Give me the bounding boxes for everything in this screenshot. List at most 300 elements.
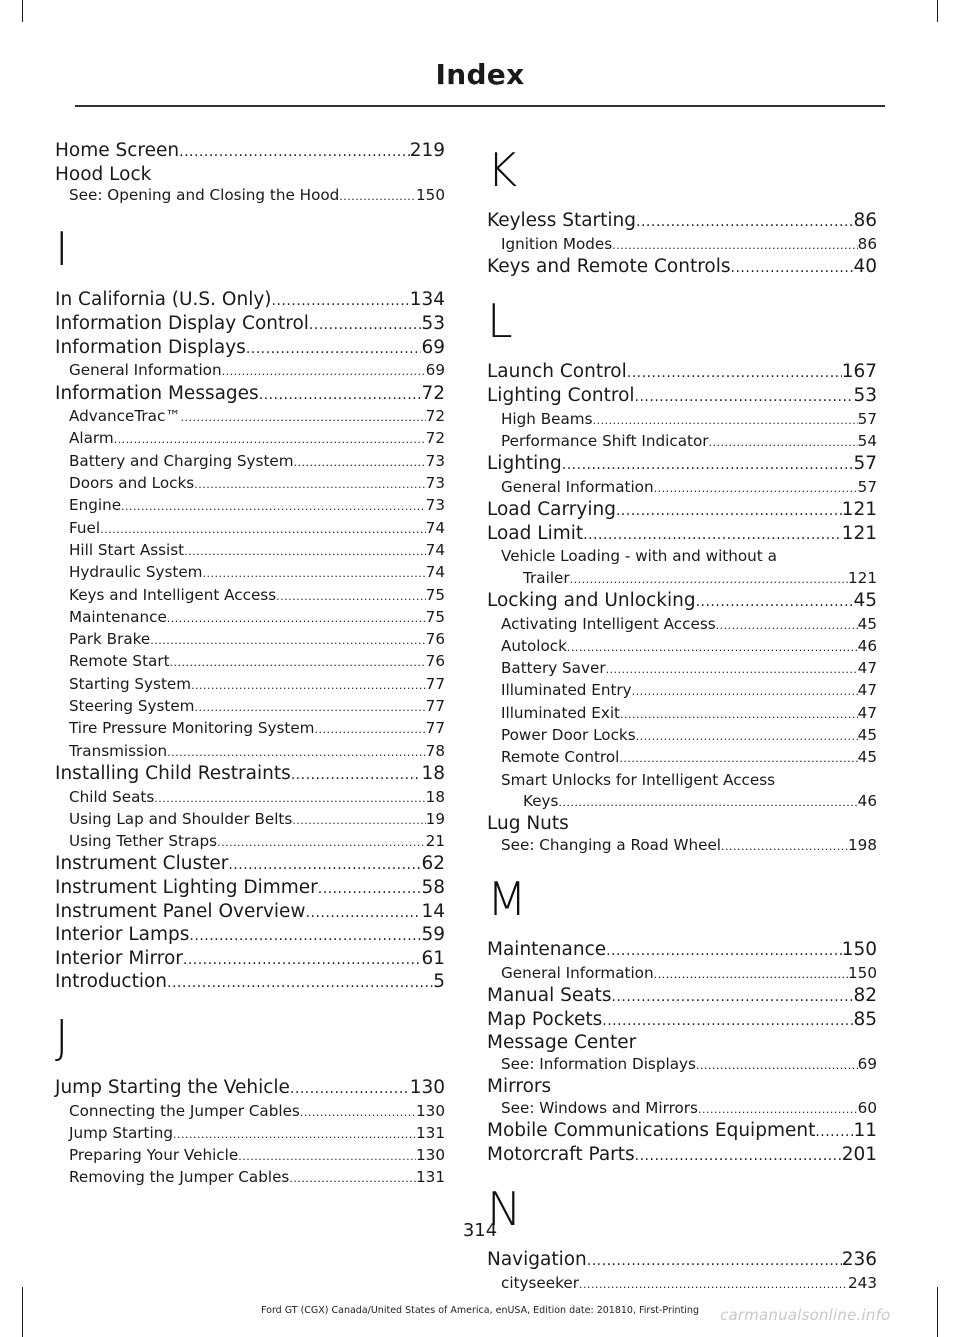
page-ref: 72 bbox=[421, 382, 445, 404]
page-ref: 130 bbox=[416, 1101, 445, 1120]
page-ref: 236 bbox=[841, 1249, 877, 1271]
page-ref: 62 bbox=[421, 853, 445, 875]
entry-text-line1: Vehicle Loading - with and without a bbox=[501, 547, 777, 566]
section-letter: K bbox=[487, 143, 518, 197]
entry-text: See: Information Displays bbox=[501, 1054, 696, 1073]
index-entry[interactable] bbox=[487, 385, 877, 409]
dot-leader bbox=[290, 1077, 410, 1101]
index-entry[interactable] bbox=[55, 1077, 445, 1101]
dot-leader bbox=[709, 431, 858, 453]
index-subentry[interactable] bbox=[55, 674, 445, 696]
entry-text: Lighting Control bbox=[487, 385, 635, 407]
dot-leader bbox=[602, 1009, 853, 1033]
dot-leader bbox=[276, 585, 426, 607]
entry-text: Activating Intelligent Access bbox=[501, 614, 716, 633]
dot-leader bbox=[611, 985, 853, 1009]
entry-text: Keys and Intelligent Access bbox=[69, 585, 277, 604]
dot-leader bbox=[696, 1054, 858, 1076]
page-ref: 59 bbox=[421, 924, 445, 946]
page-ref: 47 bbox=[857, 703, 877, 722]
page-ref: 77 bbox=[425, 674, 445, 693]
dot-leader bbox=[654, 963, 848, 985]
page-ref: 131 bbox=[416, 1168, 445, 1187]
dot-leader bbox=[289, 1167, 416, 1189]
page-ref: 19 bbox=[425, 809, 445, 828]
dot-leader bbox=[170, 651, 426, 673]
dot-leader bbox=[619, 747, 857, 769]
dot-leader bbox=[309, 313, 422, 337]
index-entry[interactable] bbox=[55, 289, 445, 313]
index-subentry[interactable] bbox=[55, 360, 445, 382]
index-subentry[interactable] bbox=[487, 1054, 877, 1076]
dot-leader bbox=[194, 473, 425, 495]
index-subentry[interactable] bbox=[487, 1098, 877, 1120]
entry-text: Instrument Cluster bbox=[55, 853, 229, 875]
index-entry[interactable] bbox=[487, 210, 877, 234]
entry-text: Keyless Starting bbox=[487, 210, 637, 231]
page-ref: 150 bbox=[416, 186, 445, 205]
index-subentry[interactable] bbox=[55, 585, 445, 607]
dot-leader bbox=[558, 791, 857, 813]
dot-leader bbox=[318, 877, 422, 901]
entry-text: See: Opening and Closing the Hood bbox=[69, 186, 340, 205]
dot-leader bbox=[184, 540, 426, 562]
index-subentry[interactable] bbox=[55, 495, 445, 517]
dot-leader bbox=[562, 453, 854, 477]
entry-text: Park Brake bbox=[69, 630, 151, 649]
page-ref: 46 bbox=[857, 636, 877, 655]
entry-text-line1: Smart Unlocks for Intelligent Access bbox=[501, 770, 776, 789]
entry-text: Alarm bbox=[69, 429, 114, 448]
index-entry bbox=[487, 813, 877, 835]
dot-leader bbox=[294, 451, 426, 473]
index-subentry[interactable] bbox=[487, 725, 877, 747]
index-entry[interactable] bbox=[55, 948, 445, 972]
index-subentry[interactable] bbox=[55, 540, 445, 562]
dot-leader bbox=[100, 518, 426, 540]
index-entry[interactable] bbox=[55, 140, 445, 164]
page-ref: 46 bbox=[857, 791, 877, 810]
page-ref: 77 bbox=[425, 719, 445, 738]
index-entry[interactable] bbox=[487, 1120, 877, 1144]
dot-leader bbox=[259, 383, 422, 407]
entry-text: Steering System bbox=[69, 697, 195, 716]
entry-text: Keys bbox=[523, 791, 559, 810]
page-ref: 86 bbox=[857, 234, 877, 253]
index-subentry[interactable] bbox=[55, 562, 445, 584]
index-subentry[interactable] bbox=[55, 741, 445, 763]
dot-leader bbox=[167, 741, 426, 763]
entry-text: Load Carrying bbox=[487, 499, 616, 521]
dot-leader bbox=[815, 1120, 853, 1144]
edition-footer: Ford GT (CGX) Canada/United States of America, enUSA, Edition date: 201810, First-Printing bbox=[261, 1305, 699, 1316]
dot-leader bbox=[179, 140, 410, 164]
entry-text: General Information bbox=[69, 361, 222, 380]
entry-text: Ignition Modes bbox=[501, 234, 613, 253]
index-entry bbox=[487, 1076, 877, 1098]
entry-text: See: Windows and Mirrors bbox=[501, 1098, 698, 1117]
dot-leader bbox=[696, 590, 854, 614]
page-ref: 69 bbox=[425, 361, 445, 380]
index-subentry[interactable] bbox=[487, 680, 877, 702]
entry-text: Remote Start bbox=[69, 652, 170, 671]
index-subentry[interactable] bbox=[487, 747, 877, 769]
dot-leader bbox=[632, 680, 858, 702]
entry-text: Maintenance bbox=[69, 607, 167, 626]
entry-text: Load Limit bbox=[487, 522, 584, 544]
entry-text: Preparing Your Vehicle bbox=[69, 1146, 239, 1165]
index-subentry[interactable] bbox=[55, 428, 445, 450]
index-subentry[interactable] bbox=[487, 234, 877, 256]
index-entry[interactable] bbox=[55, 853, 445, 877]
entry-text: In California (U.S. Only) bbox=[55, 289, 272, 311]
dot-leader bbox=[167, 607, 426, 629]
dot-leader bbox=[698, 1098, 858, 1120]
entry-text: Starting System bbox=[69, 674, 192, 693]
page-ref: 219 bbox=[409, 140, 445, 161]
index-subentry[interactable] bbox=[55, 518, 445, 540]
dot-leader bbox=[593, 409, 858, 431]
page-ref: 47 bbox=[857, 681, 877, 700]
page-ref: 57 bbox=[857, 409, 877, 428]
entry-text: Navigation bbox=[487, 1249, 587, 1271]
index-column-left bbox=[55, 140, 445, 1190]
crop-mark-top-left-v bbox=[22, 0, 23, 22]
page-number: 314 bbox=[462, 1220, 498, 1241]
entry-text: Locking and Unlocking bbox=[487, 589, 696, 611]
entry-text: See: Changing a Road Wheel bbox=[501, 835, 722, 854]
page-ref: 121 bbox=[841, 499, 877, 521]
dot-leader bbox=[579, 1273, 848, 1295]
page-ref: 73 bbox=[425, 474, 445, 493]
dot-leader bbox=[314, 718, 425, 740]
entry-text: Hood Lock bbox=[55, 163, 152, 185]
index-subentry[interactable] bbox=[55, 451, 445, 473]
page-ref: 53 bbox=[853, 385, 877, 407]
page-ref: 75 bbox=[425, 607, 445, 626]
entry-text: AdvanceTrac™ bbox=[69, 407, 181, 426]
index-subentry[interactable] bbox=[55, 718, 445, 740]
entry-text: Engine bbox=[69, 496, 122, 515]
index-entry[interactable] bbox=[487, 1249, 877, 1273]
dot-leader bbox=[292, 809, 425, 831]
page-ref: 130 bbox=[409, 1076, 445, 1098]
page-ref: 121 bbox=[841, 522, 877, 544]
entry-text: Trailer bbox=[523, 568, 570, 587]
entry-text: Jump Starting the Vehicle bbox=[55, 1076, 290, 1098]
entry-text: Maintenance bbox=[487, 939, 607, 961]
dot-leader bbox=[181, 406, 426, 428]
entry-text: Manual Seats bbox=[487, 984, 612, 1006]
index-subentry[interactable] bbox=[55, 607, 445, 629]
page-ref: 40 bbox=[853, 255, 877, 277]
entry-text: Information Messages bbox=[55, 382, 259, 404]
entry-text: Power Door Locks bbox=[501, 726, 636, 745]
entry-text: Hydraulic System bbox=[69, 563, 203, 582]
dot-leader bbox=[183, 948, 422, 972]
page-ref: 53 bbox=[421, 313, 445, 335]
index-subentry[interactable] bbox=[55, 787, 445, 809]
dot-leader bbox=[654, 477, 858, 499]
index-subentry[interactable] bbox=[487, 636, 877, 658]
page-ref: 60 bbox=[857, 1098, 877, 1117]
entry-text: Motorcraft Parts bbox=[487, 1143, 635, 1165]
page-ref: 85 bbox=[853, 1008, 877, 1030]
page-ref: 47 bbox=[857, 659, 877, 678]
page-ref: 74 bbox=[425, 518, 445, 537]
entry-text: Installing Child Restraints bbox=[55, 762, 291, 784]
dot-leader bbox=[636, 210, 853, 234]
index-subentry[interactable] bbox=[55, 406, 445, 428]
dot-leader bbox=[635, 385, 854, 409]
page-ref: 78 bbox=[425, 741, 445, 760]
page-ref: 76 bbox=[425, 630, 445, 649]
index-entry[interactable] bbox=[55, 313, 445, 337]
page-ref: 77 bbox=[425, 697, 445, 716]
entry-text: Lug Nuts bbox=[487, 813, 569, 835]
page-ref: 18 bbox=[425, 787, 445, 806]
dot-leader bbox=[606, 939, 842, 963]
index-subentry[interactable] bbox=[55, 651, 445, 673]
section-letter: M bbox=[487, 872, 527, 927]
index-subentry[interactable] bbox=[55, 1145, 445, 1167]
index-subentry[interactable] bbox=[55, 185, 445, 207]
entry-text: Map Pockets bbox=[487, 1008, 603, 1030]
page-ref: 69 bbox=[421, 336, 445, 358]
dot-leader bbox=[300, 1101, 416, 1123]
index-subentry[interactable] bbox=[55, 696, 445, 718]
page-ref: 75 bbox=[425, 585, 445, 604]
index-entry[interactable] bbox=[55, 971, 445, 995]
entry-text: Instrument Lighting Dimmer bbox=[55, 876, 318, 898]
index-subentry[interactable] bbox=[487, 477, 877, 499]
page-ref: 5 bbox=[433, 971, 445, 993]
index-subentry[interactable] bbox=[487, 614, 877, 636]
entry-continuation bbox=[501, 568, 877, 590]
entry-text: Mirrors bbox=[487, 1076, 552, 1098]
dot-leader bbox=[583, 523, 842, 547]
page-ref: 72 bbox=[425, 429, 445, 448]
index-subentry[interactable] bbox=[55, 831, 445, 853]
page-ref: 76 bbox=[425, 652, 445, 671]
index-entry[interactable] bbox=[55, 763, 445, 787]
page-ref: 72 bbox=[425, 407, 445, 426]
page-ref: 134 bbox=[409, 289, 445, 311]
page-ref: 45 bbox=[857, 726, 877, 745]
index-entry[interactable] bbox=[487, 256, 877, 280]
index-entry[interactable] bbox=[55, 877, 445, 901]
index-subentry[interactable] bbox=[487, 963, 877, 985]
entry-text: Connecting the Jumper Cables bbox=[69, 1101, 300, 1120]
index-column-right bbox=[487, 140, 877, 1295]
dot-leader bbox=[339, 185, 416, 207]
index-entry[interactable] bbox=[487, 590, 877, 614]
entry-continuation bbox=[501, 791, 877, 813]
index-entry[interactable] bbox=[487, 361, 877, 385]
page-ref: 198 bbox=[848, 835, 877, 854]
dot-leader bbox=[612, 234, 857, 256]
page-ref: 11 bbox=[853, 1119, 877, 1141]
section-letter: I bbox=[55, 222, 69, 277]
dot-leader bbox=[238, 1145, 416, 1167]
index-entry[interactable] bbox=[487, 499, 877, 523]
dot-leader bbox=[606, 658, 858, 680]
page-ref: 45 bbox=[857, 614, 877, 633]
index-subentry[interactable] bbox=[487, 1273, 877, 1295]
index-entry[interactable] bbox=[487, 985, 877, 1009]
section-letter: L bbox=[487, 294, 513, 349]
entry-text: Keys and Remote Controls bbox=[487, 255, 731, 277]
dot-leader bbox=[246, 337, 422, 361]
page-ref: 57 bbox=[853, 453, 877, 475]
index-subentry[interactable] bbox=[55, 809, 445, 831]
index-entry bbox=[55, 164, 445, 186]
index-subentry[interactable] bbox=[487, 409, 877, 431]
dot-leader bbox=[114, 428, 426, 450]
entry-text: Illuminated Exit bbox=[501, 703, 621, 722]
page-ref: 21 bbox=[425, 832, 445, 851]
entry-text: Doors and Locks bbox=[69, 474, 195, 493]
index-entry[interactable] bbox=[487, 523, 877, 547]
dot-leader bbox=[567, 636, 858, 658]
dot-leader bbox=[189, 924, 421, 948]
entry-text: Performance Shift Indicator bbox=[501, 431, 709, 450]
entry-text: Removing the Jumper Cables bbox=[69, 1168, 290, 1187]
dot-leader bbox=[616, 499, 842, 523]
entry-text: Message Center bbox=[487, 1032, 637, 1054]
page-ref: 73 bbox=[425, 496, 445, 515]
page-ref: 243 bbox=[848, 1273, 877, 1292]
page-ref: 86 bbox=[853, 210, 877, 231]
index-subentry[interactable] bbox=[487, 770, 877, 814]
entry-text: Interior Mirror bbox=[55, 947, 183, 969]
page-ref: 167 bbox=[841, 361, 877, 383]
page-ref: 201 bbox=[841, 1143, 877, 1165]
index-subentry[interactable] bbox=[55, 1101, 445, 1123]
dot-leader bbox=[636, 725, 858, 747]
index-subentry[interactable] bbox=[55, 629, 445, 651]
page-ref: 45 bbox=[853, 589, 877, 611]
page-title: Index bbox=[435, 58, 525, 91]
index-subentry[interactable] bbox=[55, 1123, 445, 1145]
index-entry[interactable] bbox=[487, 939, 877, 963]
page-ref: 130 bbox=[416, 1146, 445, 1165]
section-letter: N bbox=[487, 1182, 522, 1237]
entry-text: General Information bbox=[501, 477, 654, 496]
page-ref: 54 bbox=[857, 431, 877, 450]
dot-leader bbox=[716, 614, 858, 636]
page-ref: 58 bbox=[421, 876, 445, 898]
entry-text: General Information bbox=[501, 963, 654, 982]
entry-text: Remote Control bbox=[501, 748, 620, 767]
page-ref: 61 bbox=[421, 947, 445, 969]
dot-leader bbox=[202, 562, 425, 584]
dot-leader bbox=[121, 495, 426, 517]
entry-text: Home Screen bbox=[55, 140, 180, 161]
entry-text: Battery and Charging System bbox=[69, 451, 294, 470]
entry-text: Transmission bbox=[69, 741, 168, 760]
index-entry[interactable] bbox=[55, 924, 445, 948]
dot-leader bbox=[635, 1144, 842, 1168]
entry-text: Using Lap and Shoulder Belts bbox=[69, 809, 293, 828]
watermark-text: carmanualsonline.info bbox=[720, 1306, 891, 1324]
entry-text: Introduction bbox=[55, 971, 168, 993]
index-entry[interactable] bbox=[55, 383, 445, 407]
page-ref: 69 bbox=[857, 1054, 877, 1073]
entry-text: Jump Starting bbox=[69, 1123, 173, 1142]
page-ref: 150 bbox=[848, 963, 877, 982]
dot-leader bbox=[217, 831, 426, 853]
dot-leader bbox=[627, 361, 842, 385]
page-ref: 57 bbox=[857, 477, 877, 496]
index-subentry[interactable] bbox=[487, 546, 877, 590]
dot-leader bbox=[306, 901, 422, 925]
page-ref: 74 bbox=[425, 540, 445, 559]
page-ref: 45 bbox=[857, 748, 877, 767]
page-ref: 18 bbox=[421, 762, 445, 784]
dot-leader bbox=[150, 629, 425, 651]
page-ref: 121 bbox=[848, 568, 877, 587]
dot-leader bbox=[587, 1249, 842, 1273]
dot-leader bbox=[194, 696, 425, 718]
crop-mark-top-right-v bbox=[937, 0, 938, 22]
page-ref: 74 bbox=[425, 563, 445, 582]
index-entry[interactable] bbox=[55, 901, 445, 925]
entry-text: Fuel bbox=[69, 518, 101, 537]
dot-leader bbox=[173, 1123, 416, 1145]
index-entry[interactable] bbox=[487, 453, 877, 477]
entry-text: Autolock bbox=[501, 636, 567, 655]
page-ref: 14 bbox=[421, 900, 445, 922]
index-entry[interactable] bbox=[55, 337, 445, 361]
dot-leader bbox=[167, 971, 433, 995]
page-ref: 73 bbox=[425, 451, 445, 470]
dot-leader bbox=[570, 568, 848, 590]
entry-text: Child Seats bbox=[69, 787, 155, 806]
dot-leader bbox=[228, 853, 421, 877]
dot-leader bbox=[291, 763, 422, 787]
dot-leader bbox=[272, 289, 410, 313]
dot-leader bbox=[191, 674, 426, 696]
entry-text: Hill Start Assist bbox=[69, 540, 185, 559]
index-subentry[interactable] bbox=[487, 658, 877, 680]
entry-text: Tire Pressure Monitoring System bbox=[69, 719, 315, 738]
index-subentry[interactable] bbox=[487, 703, 877, 725]
dot-leader bbox=[222, 360, 426, 382]
entry-text: Interior Lamps bbox=[55, 924, 190, 946]
index-subentry[interactable] bbox=[487, 431, 877, 453]
entry-text: Using Tether Straps bbox=[69, 832, 218, 851]
index-entry bbox=[487, 1032, 877, 1054]
entry-text: Instrument Panel Overview bbox=[55, 900, 306, 922]
index-subentry[interactable] bbox=[55, 473, 445, 495]
entry-text: Battery Saver bbox=[501, 659, 606, 678]
dot-leader bbox=[721, 835, 848, 857]
header-rule bbox=[75, 105, 885, 107]
index-entry[interactable] bbox=[487, 1144, 877, 1168]
index-subentry[interactable] bbox=[487, 835, 877, 857]
dot-leader bbox=[154, 787, 425, 809]
entry-text: Mobile Communications Equipment bbox=[487, 1119, 816, 1141]
index-subentry[interactable] bbox=[55, 1167, 445, 1189]
dot-leader bbox=[620, 703, 858, 725]
section-letter: J bbox=[55, 1009, 69, 1064]
dot-leader bbox=[731, 256, 854, 280]
page-ref: 131 bbox=[416, 1123, 445, 1142]
entry-text: High Beams bbox=[501, 409, 593, 428]
index-entry[interactable] bbox=[487, 1009, 877, 1033]
entry-text: cityseeker bbox=[501, 1273, 579, 1292]
